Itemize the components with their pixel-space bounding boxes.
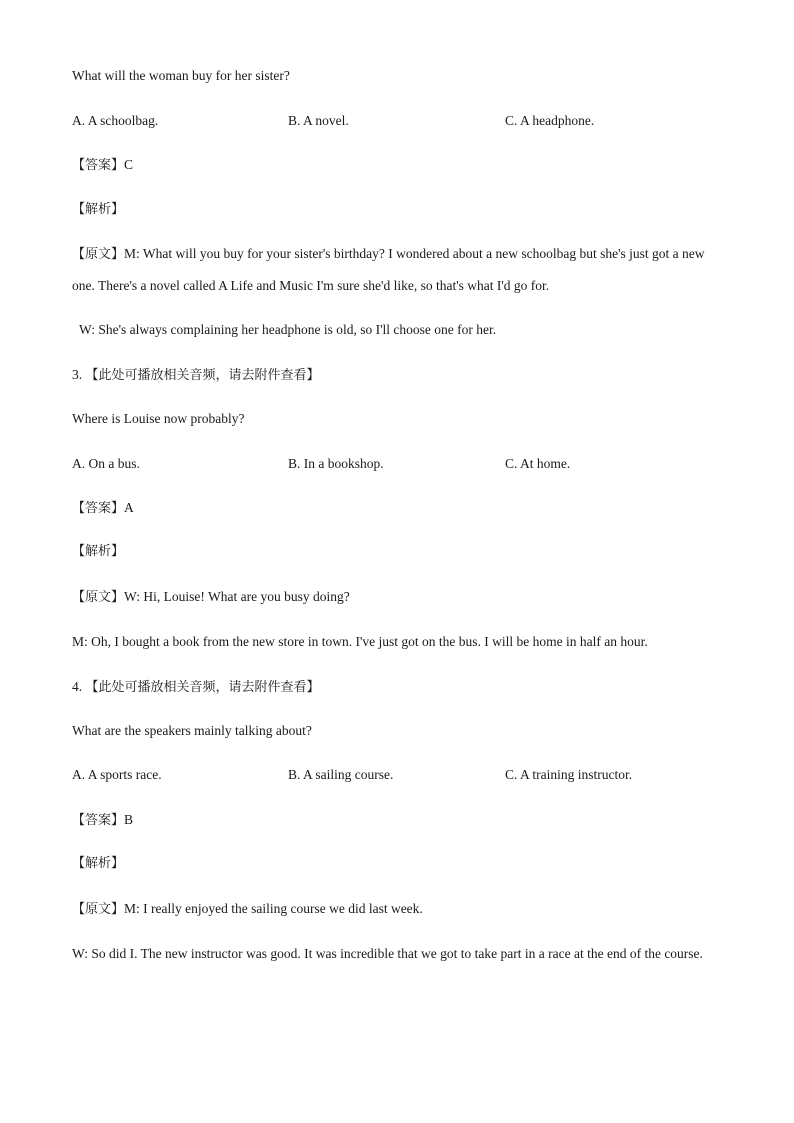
q2-option-b: B. A novel.	[288, 113, 349, 128]
q4-script-m	[72, 900, 423, 919]
q2-script-m-text: M: What will you buy for your sister's birthday? I wondered about a new schoolbag but she's just got a new one. There's a novel called A Life and Music I'm sure she'd like, so that's what I'd go for.	[72, 246, 705, 293]
q4-analysis-tag: 【解析】	[72, 856, 125, 871]
q2-option-a: A. A schoolbag.	[72, 113, 159, 128]
q3-answer: A	[124, 500, 134, 515]
q4-audio-note: 【此处可播放相关音频，请去附件查看】	[85, 680, 320, 695]
q3-audio-note: 【此处可播放相关音频，请去附件查看】	[85, 368, 320, 383]
q3-answer-line	[72, 499, 134, 518]
script-tag: 【原文】	[72, 590, 125, 605]
q4-script-m-text: M: I really enjoyed the sailing course we did last week.	[124, 901, 423, 916]
q4-script-w: W: So did I. The new instructor was good. It was incredible that we got to take part in a race at the end of the course.	[72, 946, 703, 961]
q3-script-w-text: W: Hi, Louise! What are you busy doing?	[124, 589, 350, 604]
q4-option-c: C. A training instructor.	[505, 767, 633, 782]
q2-answer: C	[124, 157, 134, 172]
q4-answer-line	[72, 811, 133, 830]
q4-option-a: A. A sports race.	[72, 767, 162, 782]
answer-tag: 【答案】	[72, 501, 125, 516]
q3-script-w	[72, 588, 350, 607]
q4-header	[72, 678, 320, 697]
q3-analysis-tag: 【解析】	[72, 544, 125, 559]
q4-number: 4.	[72, 679, 83, 694]
q3-header	[72, 366, 320, 385]
q2-option-c: C. A headphone.	[505, 113, 595, 128]
q3-option-c: C. At home.	[505, 456, 571, 471]
q3-script-m: M: Oh, I bought a book from the new store in town. I've just got on the bus. I will be home in half an hour.	[72, 634, 648, 649]
answer-tag: 【答案】	[72, 158, 125, 173]
q3-option-b: B. In a bookshop.	[288, 456, 384, 471]
q2-question: What will the woman buy for her sister?	[72, 68, 290, 83]
q4-answer: B	[124, 812, 134, 827]
answer-tag: 【答案】	[72, 813, 125, 828]
script-tag: 【原文】	[72, 902, 125, 917]
q4-option-b: B. A sailing course.	[288, 767, 394, 782]
q2-script-w: W: She's always complaining her headphone is old, so I'll choose one for her.	[79, 322, 497, 337]
q2-answer-line	[72, 156, 133, 175]
q3-option-a: A. On a bus.	[72, 456, 140, 471]
q3-question: Where is Louise now probably?	[72, 411, 245, 426]
q2-script-m	[72, 238, 708, 301]
q3-number: 3.	[72, 367, 83, 382]
q2-analysis-tag: 【解析】	[72, 202, 125, 217]
q4-question: What are the speakers mainly talking about?	[72, 723, 312, 738]
script-tag: 【原文】	[72, 247, 125, 262]
